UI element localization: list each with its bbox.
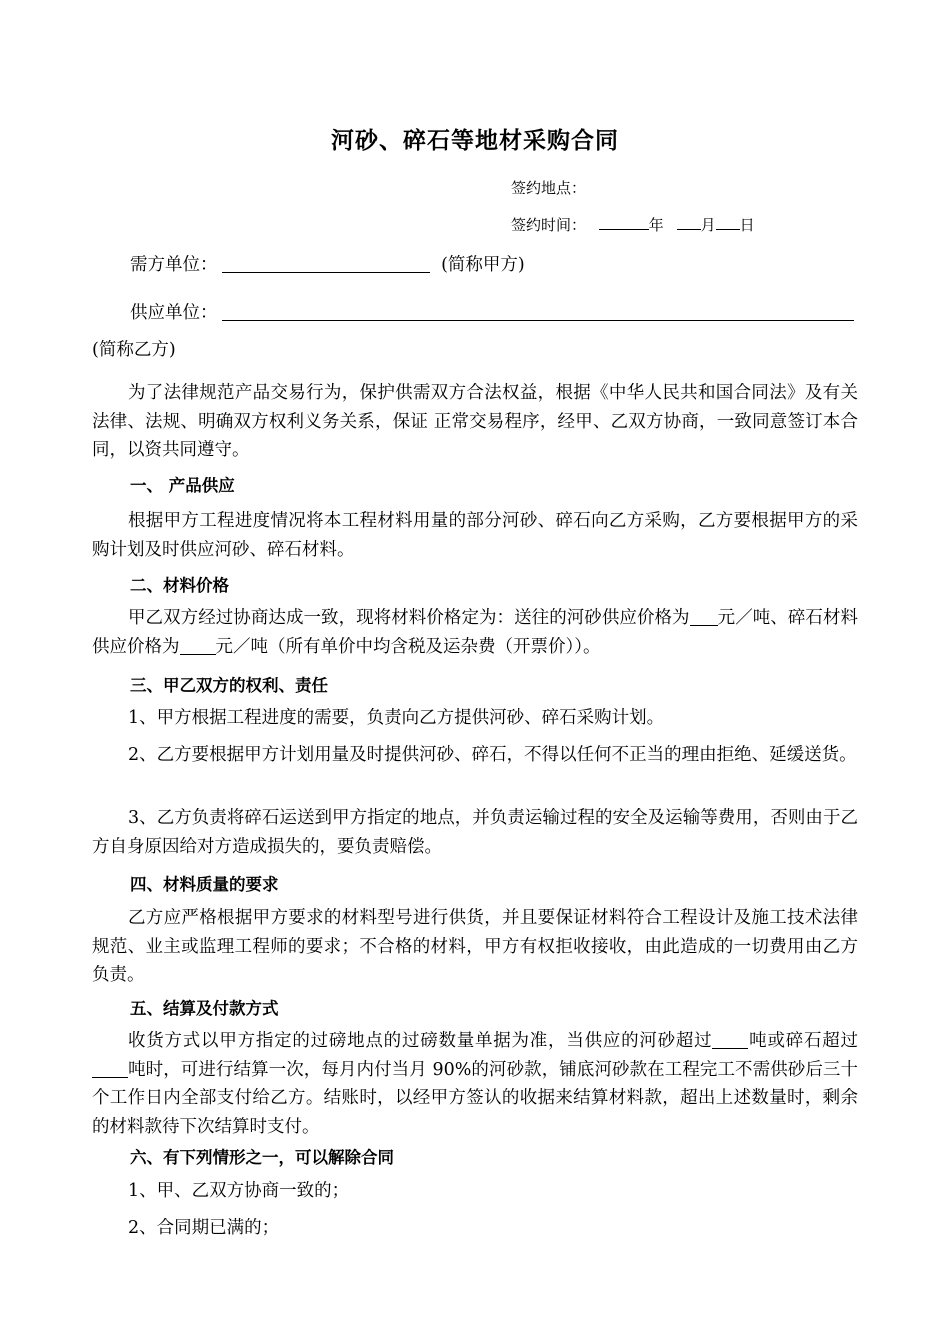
month-label: 月 — [700, 216, 716, 234]
year-label: 年 — [648, 216, 664, 234]
section-3-item-3: 3、乙方负责将碎石运送到甲方指定的地点，并负责运输过程的安全及运输等费用，否则由于乙方自身原因给对方造成损失的，要负责赔偿。 — [92, 808, 858, 857]
day-label: 日 — [739, 216, 755, 234]
sign-time-label: 签约时间： — [511, 216, 587, 234]
section-2-text-a: 甲乙双方经过协商达成一致，现将材料价格定为：送往的河砂供应价格为 — [128, 608, 690, 628]
section-5-text-a: 收货方式以甲方指定的过磅地点的过磅数量单据为准，当供应的河砂超过 — [128, 1031, 713, 1051]
buyer-line — [130, 251, 525, 276]
supplier-short: (简称乙方) — [92, 340, 176, 360]
section-5-text-b: 吨或碎石超过 — [748, 1031, 859, 1051]
section-5-text — [92, 1027, 858, 1141]
section-2-heading: 二、材料价格 — [130, 576, 229, 595]
buyer-label: 需方单位： — [130, 255, 218, 275]
section-4-text: 乙方应严格根据甲方要求的材料型号进行供货，并且要保证材料符合工程设计及施工技术法律规范、业主或监理工程师的要求；不合格的材料，甲方有权拒收接收，由此造成的一切费用由乙方负责。 — [92, 908, 858, 985]
supplier-blank[interactable] — [222, 302, 854, 321]
section-5-text-c: 吨时，可进行结算一次，每月内付当月 90%的河砂款，铺底河砂款在工程完工不需供砂后三十个工作日内全部支付给乙方。结账时，以经甲方签认的收据来结算材料款，超出上述数量时，剩余的材料款待下次结算时支付。 — [92, 1059, 858, 1137]
gravel-price-blank[interactable] — [180, 636, 216, 655]
year-blank[interactable] — [599, 228, 649, 230]
month-blank[interactable] — [677, 228, 701, 230]
buyer-blank[interactable] — [222, 254, 430, 273]
sign-place — [511, 177, 586, 198]
section-3-heading: 三、甲乙双方的权利、责任 — [130, 676, 328, 695]
day-blank[interactable] — [716, 228, 740, 230]
section-4-heading: 四、材料质量的要求 — [130, 875, 279, 894]
section-6-item-2: 2、合同期已满的； — [128, 1218, 280, 1238]
sign-time — [511, 214, 755, 235]
section-2-text — [92, 604, 858, 661]
sand-quantity-blank[interactable] — [712, 1030, 748, 1049]
sign-place-label: 签约地点： — [511, 179, 587, 197]
supplier-line — [130, 299, 854, 324]
section-3-item-1: 1、甲方根据工程进度的需要，负责向乙方提供河砂、碎石采购计划。 — [128, 708, 665, 728]
sand-price-blank[interactable] — [690, 607, 718, 626]
section-1-text: 根据甲方工程进度情况将本工程材料用量的部分河砂、碎石向乙方采购，乙方要根据甲方的采购计划及时供应河砂、碎石材料。 — [92, 511, 858, 560]
buyer-short: (简称甲方) — [441, 255, 525, 275]
section-6-item-1: 1、甲、乙双方协商一致的； — [128, 1181, 350, 1201]
intro-paragraph: 为了法律规范产品交易行为，保护供需双方合法权益，根据《中华人民共和国合同法》及有关法律、法规、明确双方权利义务关系，保证 正常交易程序，经甲、乙双方协商，一致同意签订本合同，以资共同遵守。 — [92, 383, 858, 460]
section-1-heading: 一、 产品供应 — [130, 476, 235, 495]
section-3-item-2: 2、乙方要根据甲方计划用量及时提供河砂、碎石，不得以任何不正当的理由拒绝、延缓送货。 — [128, 745, 857, 765]
section-2-text-b: 元／吨、碎石材料供应价格为 — [92, 608, 859, 657]
section-5-heading: 五、结算及付款方式 — [130, 999, 279, 1018]
gravel-quantity-blank[interactable] — [92, 1059, 128, 1078]
section-2-text-c: 元／吨（所有单价中均含税及运杂费（开票价））。 — [215, 636, 601, 657]
contract-title: 河砂、碎石等地材采购合同 — [331, 128, 619, 154]
supplier-label: 供应单位： — [130, 303, 218, 323]
section-6-heading: 六、有下列情形之一，可以解除合同 — [130, 1148, 394, 1167]
